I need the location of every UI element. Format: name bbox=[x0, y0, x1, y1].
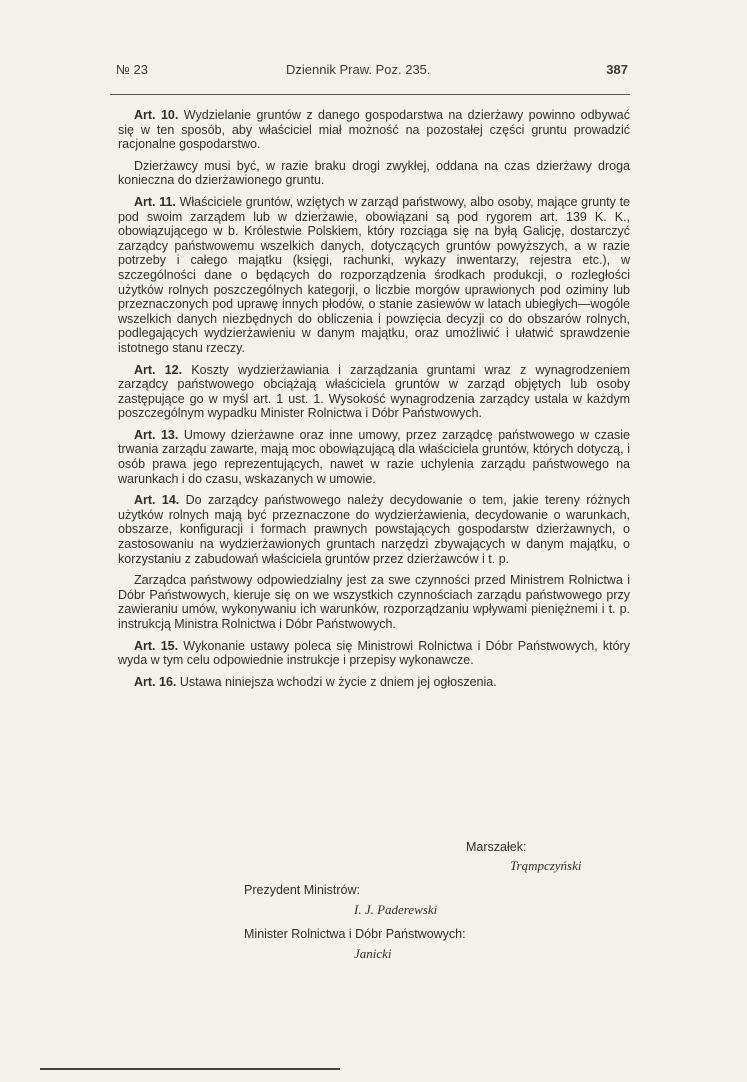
journal-title: Dziennik Praw. Poz. 235. bbox=[286, 62, 431, 77]
minister-name: Janicki bbox=[354, 946, 392, 961]
article-10 bbox=[118, 108, 630, 152]
document-body bbox=[118, 108, 630, 696]
article-label: Art. 14. bbox=[134, 493, 180, 508]
article-label: Art. 13. bbox=[134, 427, 179, 442]
article-label: Art. 10. bbox=[134, 108, 179, 122]
article-16 bbox=[118, 675, 630, 690]
article-text: Ustawa niniejsza wchodzi w życie z dniem jej ogłoszenia. bbox=[179, 674, 497, 689]
minister-title: Minister Rolnictwa i Dóbr Państwowych: bbox=[244, 927, 466, 941]
article-text: Właściciele gruntów, wziętych w zarząd państwowy, albo osoby, mające grunty te pod swoim zarządem lub w dzierżawie, obowiązani są pod rygorem art. 139 K. K., obowiązującego w b. Królestwie Polskiem, który rozciąga się na byłą Galicję, dostarczyć zarządcy państwowemu wszelkich danych, dotyczących gruntów powyższych, a w razie potrzeby i całego majątku (księgi, rachunki, wykazy inwentarzy, rejestra etc.), w szczególności dane o będących do rozporządzenia środkach produkcji, o rozległości użytków rolnych poszczególnych kategorji, o liczbie morgów uprawionych pod oziminy lub przeznaczonych pod uprawę innych płodów, o stanie zasiewów w latach ubiegłych—wogóle wszelkich danych niezbędnych do obliczenia i powzięcia decyzji co do obszarów rolnych, podlegających wydzierżawieniu w danym majątku, oraz umożliwić i ułatwić sprawdzenie istotnego stanu rzeczy. bbox=[118, 194, 630, 355]
page-header bbox=[116, 62, 628, 82]
article-14 bbox=[118, 493, 630, 566]
article-12 bbox=[118, 363, 630, 421]
article-15 bbox=[118, 639, 630, 668]
article-11 bbox=[118, 195, 630, 356]
marshal-title: Marszałek: bbox=[466, 840, 527, 854]
marshal-name: Trąmpczyński bbox=[510, 858, 582, 873]
article-text: Wykonanie ustawy poleca się Ministrowi Rolnictwa i Dóbr Państwowych, który wyda w tym celu odpowiednie instrukcje i przepisy wykonawcze. bbox=[118, 638, 630, 668]
issue-number: № 23 bbox=[116, 62, 149, 77]
article-10-paragraph-2 bbox=[118, 159, 630, 188]
article-text: Umowy dzierżawne oraz inne umowy, przez zarządcę państwowego w czasie trwania zarządu zawarte, mają moc obowiązującą dla właściciela gruntów, których dotyczą, i osób prawa jego reprezentujących, nawet w razie uchylenia zarządu państwowego na warunkach i do czasu, wskazanych w umowie. bbox=[118, 427, 630, 486]
article-text: Wydzielanie gruntów z danego gospodarstwa na dzierżawy powinno odbywać się w ten sposób, aby właściciel miał możność na pozostałej części gruntu prowadzić racjonalne gospodarstwo. bbox=[118, 108, 630, 152]
article-label: Art. 15. bbox=[134, 638, 179, 653]
prime-minister-name: I. J. Paderewski bbox=[354, 902, 438, 917]
article-13 bbox=[118, 428, 630, 486]
article-text: Do zarządcy państwowego należy decydowanie o tem, jakie tereny różnych użytków rolnych mają być przeznaczone do wydzierżawienia, decydowanie o warunkach, obszarze, konfiguracji i formach prawnych powstających gospodarstw dzierżawnych, o zastosowaniu na wydzierżawionych gruntach narzędzi zbywających w danym majątku, o korzystaniu z zabudowań właściciela gruntów przez dzierżawców i t. p. bbox=[118, 493, 630, 566]
article-label: Art. 12. bbox=[134, 362, 183, 377]
header-rule bbox=[110, 94, 630, 95]
article-label: Art. 16. bbox=[134, 674, 177, 689]
article-14-paragraph-2 bbox=[118, 573, 630, 631]
page-number: 387 bbox=[606, 62, 628, 77]
article-text: Dzierżawcy musi być, w razie braku drogi zwykłej, oddana na czas dzierżawy droga konieczna do dzierżawionego gruntu. bbox=[118, 158, 630, 188]
prime-minister-title: Prezydent Ministrów: bbox=[244, 883, 361, 897]
article-text: Koszty wydzierżawiania i zarządzania gruntami wraz z wynagrodzeniem zarządcy państwowego obciążają właściciela gruntów w zarząd objętych lub osoby zastępujące go w myśl art. 1 ust. 1. Wysokość wynagrodzenia zarządcy ustala w każdym poszczególnym wypadku Minister Rolnictwa i Dóbr Państwowych. bbox=[118, 362, 630, 421]
bottom-rule bbox=[40, 1068, 340, 1070]
article-label: Art. 11. bbox=[134, 194, 176, 209]
article-text: Zarządca państwowy odpowiedzialny jest za swe czynności przed Ministrem Rolnictwa i Dóbr Państwowych, kieruje się on we wszystkich czynnościach zarządu państwowego przy zawieraniu umów, wykonywaniu ich warunków, rozporządzaniu wpływami pieniężnemi i t. p. instrukcją Ministra Rolnictwa i Dóbr Państwowych. bbox=[118, 573, 630, 631]
